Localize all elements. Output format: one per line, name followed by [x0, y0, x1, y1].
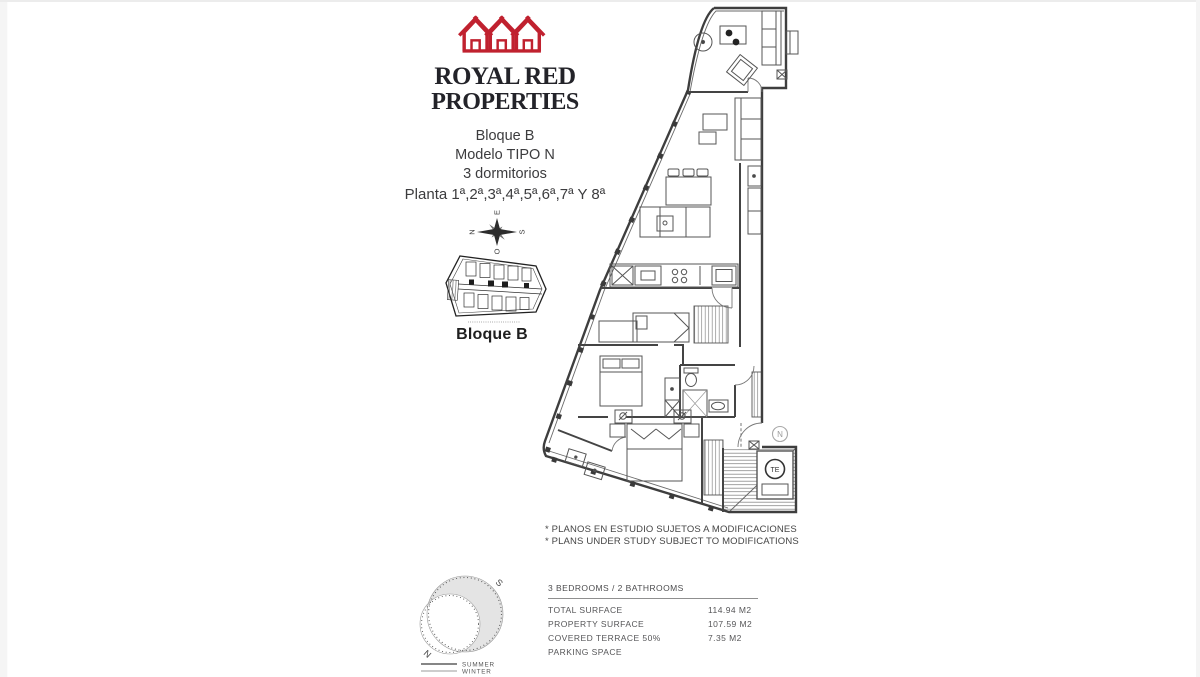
corridor-cabinets: [748, 166, 761, 234]
site-plan-thumbnail: [436, 250, 548, 328]
compass-e-label: E: [492, 209, 502, 216]
master-bedroom-furniture: [563, 424, 699, 481]
model-name: Modelo TIPO N: [455, 147, 555, 163]
terrace-furniture: [694, 11, 798, 85]
row-value: 107.59 M2: [708, 619, 753, 630]
sun-south-label: S: [493, 577, 505, 589]
sun-north-label: N: [421, 648, 434, 660]
compass-s-label: S: [517, 229, 527, 235]
row-label: PROPERTY SURFACE: [548, 619, 645, 630]
summary-table-header: 3 BEDROOMS / 2 BATHROOMS: [548, 583, 758, 599]
site-plan-block-label: Bloque B: [456, 326, 528, 343]
brand-name-line2: PROPERTIES: [431, 89, 579, 115]
row-value: 114.94 M2: [708, 605, 752, 615]
floors-line: Planta 1ª,2ª,3ª,4ª,5ª,6ª,7ª Y 8ª: [404, 186, 606, 203]
summary-row-property-surface: [548, 620, 758, 630]
summary-row-parking-space: [548, 648, 758, 658]
winter-legend-label: WINTER: [462, 668, 492, 676]
facade-pillars-bottom: [552, 459, 726, 513]
summary-row-covered-terrace: [548, 634, 758, 644]
living-room-furniture: [699, 98, 761, 160]
dining-furniture: [640, 169, 711, 237]
bedroom2-furniture: [600, 356, 680, 417]
entry-closet-hatch: [704, 440, 723, 495]
compass-w-label: O: [492, 248, 502, 255]
disclaimer-line-es: * PLANOS EN ESTUDIO SUJETOS A MODIFICACIONES: [545, 524, 797, 535]
stairwell-north-label: N: [777, 430, 783, 439]
row-label: TOTAL SURFACE: [548, 605, 623, 615]
row-label: PARKING SPACE: [548, 647, 623, 658]
row-value: 7.35 M2: [708, 633, 742, 644]
brand-name-line1: ROYAL RED: [434, 63, 576, 90]
row-label: COVERED TERRACE 50%: [548, 633, 661, 644]
window-glazing-lines: [549, 11, 784, 508]
disclaimer-note: [545, 524, 799, 548]
bedroom1-wardrobe-hatch: [694, 306, 728, 343]
summary-row-total-surface: [548, 606, 758, 616]
sun-path-diagram: [413, 570, 525, 677]
bedroom1-furniture: [599, 313, 689, 342]
surface-summary-table: [548, 583, 758, 662]
stairwell-north-marker: [773, 427, 788, 442]
bedrooms-line: 3 dormitorios: [463, 166, 547, 182]
elevator-label: TE: [770, 466, 780, 474]
page-edge-right: [1196, 0, 1200, 677]
sun-legend: [421, 662, 495, 676]
row-value: [708, 648, 758, 658]
apartment-floor-plan: [533, 2, 801, 520]
outer-walls: [544, 8, 796, 512]
block-name: Bloque B: [475, 128, 535, 144]
kitchen-counter: [610, 264, 738, 287]
disclaimer-line-en: * PLANS UNDER STUDY SUBJECT TO MODIFICATIONS: [545, 536, 799, 547]
summer-legend-label: SUMMER: [462, 661, 495, 669]
hall-wardrobe-hatch: [752, 372, 762, 417]
compass-n-label: N: [467, 229, 477, 235]
page-edge-left: [0, 2, 8, 677]
